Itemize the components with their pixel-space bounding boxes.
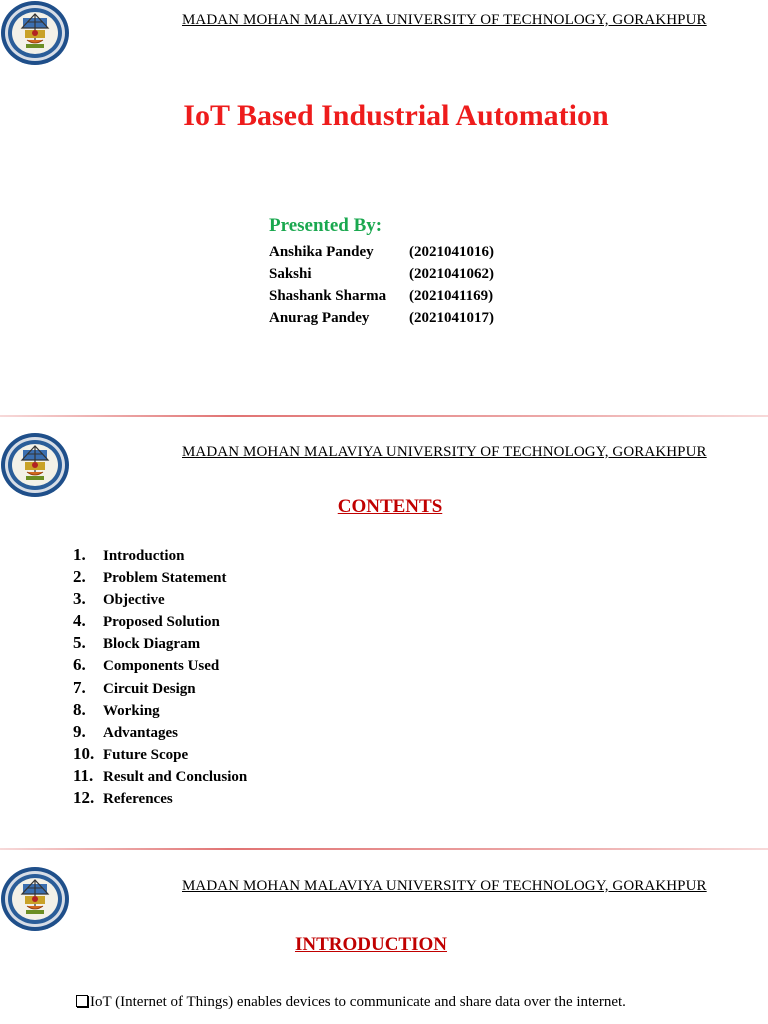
item-label: Components Used xyxy=(103,658,220,675)
title-slide xyxy=(0,0,768,413)
member-roll-number: (2021041016) xyxy=(409,244,494,260)
item-label: References xyxy=(103,791,173,808)
university-seal-icon xyxy=(0,432,70,498)
university-header: MADAN MOHAN MALAVIYA UNIVERSITY OF TECHNOLOGY, GORAKHPUR xyxy=(182,12,707,28)
list-item xyxy=(73,632,247,654)
member-roll-number: (2021041169) xyxy=(409,288,494,304)
item-number: 9. xyxy=(73,721,86,741)
member-name: Sakshi xyxy=(269,266,312,282)
university-seal-icon xyxy=(0,0,70,66)
bullet-point xyxy=(76,994,626,1011)
presented-by-label: Presented By: xyxy=(269,215,383,236)
list-item xyxy=(73,566,247,588)
item-label: Introduction xyxy=(103,548,185,564)
introduction-slide xyxy=(0,866,768,1024)
item-number: 7. xyxy=(73,677,86,697)
member-roll-number: (2021041017) xyxy=(409,310,494,326)
list-item xyxy=(73,743,247,765)
list-item xyxy=(73,699,247,721)
list-item xyxy=(73,654,247,676)
item-number: 4. xyxy=(73,611,86,631)
university-header: MADAN MOHAN MALAVIYA UNIVERSITY OF TECHNOLOGY, GORAKHPUR xyxy=(182,444,707,460)
list-item xyxy=(73,610,247,632)
item-label: Problem Statement xyxy=(103,570,227,587)
introduction-heading: INTRODUCTION xyxy=(294,934,448,955)
presentation-title: IoT Based Industrial Automation xyxy=(183,99,609,132)
item-label: Advantages xyxy=(103,724,179,741)
item-number: 1. xyxy=(73,545,86,564)
item-label: Objective xyxy=(103,592,165,609)
item-label: Working xyxy=(103,702,160,719)
list-item xyxy=(73,787,247,809)
slide-divider xyxy=(0,415,768,417)
item-label: Proposed Solution xyxy=(103,614,220,631)
item-number: 2. xyxy=(73,567,86,587)
list-item xyxy=(73,765,247,787)
member-name: Anurag Pandey xyxy=(269,310,370,326)
member-name: Shashank Sharma xyxy=(269,288,387,304)
member-roll-number: (2021041062) xyxy=(409,266,494,282)
contents-list xyxy=(73,544,247,809)
item-label: Result and Conclusion xyxy=(103,768,248,785)
item-number: 5. xyxy=(73,633,86,653)
list-item xyxy=(73,588,247,610)
university-header: MADAN MOHAN MALAVIYA UNIVERSITY OF TECHNOLOGY, GORAKHPUR xyxy=(182,878,707,894)
item-label: Future Scope xyxy=(103,746,189,763)
item-number: 6. xyxy=(73,655,86,675)
member-name: Anshika Pandey xyxy=(269,244,374,260)
item-label: Block Diagram xyxy=(103,636,201,653)
contents-heading: CONTENTS xyxy=(337,496,443,517)
item-number: 12. xyxy=(73,788,95,808)
item-label: Circuit Design xyxy=(103,680,196,697)
bullet-text: IoT (Internet of Things) enables devices to communicate and share data over the internet. xyxy=(90,994,626,1010)
slide-divider xyxy=(0,848,768,850)
contents-slide xyxy=(0,432,768,847)
list-item xyxy=(73,721,247,743)
checkbox-bullet-icon xyxy=(76,995,88,1007)
item-number: 3. xyxy=(73,589,86,609)
item-number: 8. xyxy=(73,699,86,719)
university-seal-icon xyxy=(0,866,70,932)
item-number: 10. xyxy=(73,743,95,763)
list-item xyxy=(73,677,247,699)
item-number: 11. xyxy=(73,765,94,785)
list-item xyxy=(73,544,247,566)
